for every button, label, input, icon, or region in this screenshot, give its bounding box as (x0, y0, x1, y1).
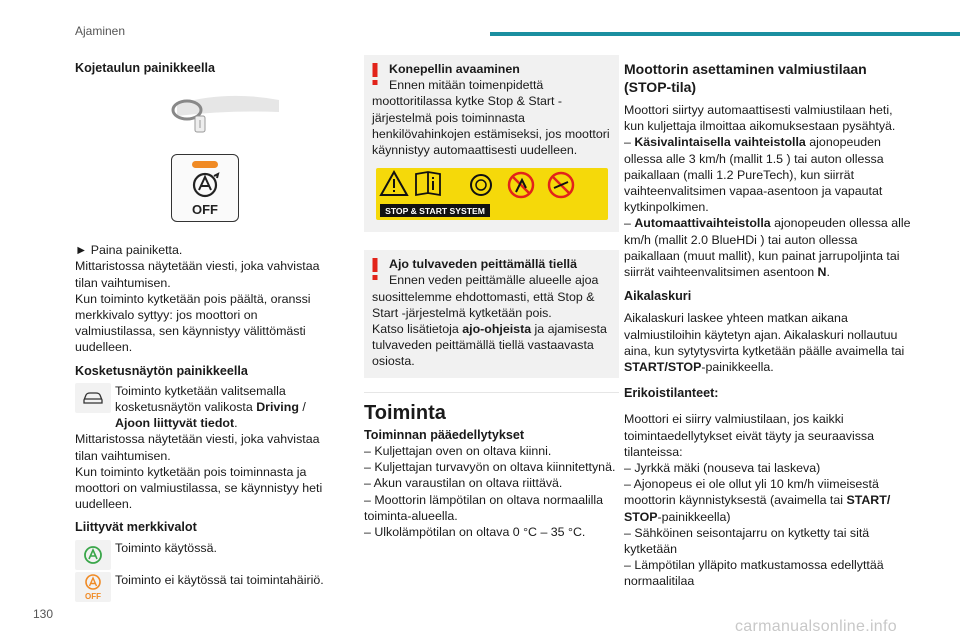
column-1 (75, 60, 337, 602)
conditions-list (364, 443, 619, 540)
column-3 (624, 60, 914, 590)
list-item: – Kuljettajan oven on oltava kiinni. (364, 444, 552, 459)
warning-exclamation-icon (370, 258, 380, 280)
warning-title: Konepellin avaaminen (389, 62, 520, 76)
warning-text: Ennen veden peittämälle alueelle ajoa suosittelemme ehdottomasti, että Stop & Start -järjestelmä kytketään pois. (372, 273, 599, 320)
warning-exclamation-icon (370, 63, 380, 85)
heading-conditions: Toiminnan pääedellytykset (364, 427, 525, 442)
watermark: carmanualsonline.info (735, 618, 897, 635)
off-glyph: OFF (192, 202, 218, 218)
heading-special-cases: Erikoistilanteet: (624, 386, 719, 401)
flood-warning (364, 250, 619, 377)
light-on-text: Toiminto käytössä. (115, 540, 217, 555)
off-light-glyph: OFF (85, 591, 101, 601)
automatic-gearbox-text: – Automaattivaihteistolla ajonopeuden ollessa alle km/h (mallit 2.0 BlueHDi ) tai auton ollessa paikallaan (muut mallit), kun painat jarrupoljinta tai siirrät vaihteenvalitsimen asentoon N. (624, 216, 911, 280)
header-accent-bar (490, 32, 960, 36)
list-item: – Kuljettajan turvavyön on oltava kiinnitettynä. (364, 460, 616, 475)
touch-note: Kun toiminto kytketään pois toiminnasta ja moottori on valmiustilassa, se käynnistyy heti uudelleen. (75, 464, 323, 512)
touch-row (75, 383, 337, 432)
light-on-row (75, 540, 337, 570)
warning-title: Ajo tulvaveden peittämällä tiellä (389, 257, 577, 272)
light-off-row (75, 572, 337, 602)
stop-start-off-button-illustration (171, 154, 239, 222)
stop-start-active-icon (75, 540, 111, 570)
driving-advice-link[interactable]: ajo-ohjeista (462, 322, 532, 337)
steering-wheel-illustration (167, 94, 287, 138)
bonnet-warning (364, 55, 619, 232)
heading-stop-mode: Moottorin asettaminen valmiustilaan (STOP-tila) (624, 61, 867, 95)
stop-start-label-text: STOP & START SYSTEM (384, 206, 485, 217)
list-item: – Lämpötilan ylläpito matkustamossa edellyttää normaalitilaa (624, 558, 884, 589)
manual-gearbox-text: – Käsivalintaisella vaihteistolla ajonopeuden ollessa alle 3 km/h (mallit 1.5 ) tai auton ollessa paikallaan (malli 1.2 PureTech), kun siirrät vaihteenvalitsimen vapaa-asentoon ja vapautat kytkinpolkimen. (624, 135, 884, 215)
stop-intro: Moottori siirtyy automaattisesti valmiustilaan heti, kun kuljettaja ilmoittaa aikomuksestaan pysähtyä. (624, 103, 896, 134)
warning-text-more: Katso lisätietoja ajo-ohjeista ja ajamisesta tulvaveden peittämällä tiellä vastaavasta osiosta. (372, 322, 607, 369)
warning-text: Ennen mitään toimenpidettä moottoritilassa kytke Stop & Start -järjestelmä pois toiminnasta henkilövahinkojen estämiseksi, jos moottori käynnistyy automaattisesti uudelleen. (372, 78, 610, 158)
heading-timer: Aikalaskuri (624, 289, 692, 304)
list-item: – Moottorin lämpötilan on oltava normaalilla toiminta-alueella. (364, 492, 603, 523)
section-header: Ajaminen (75, 24, 126, 38)
column-2 (364, 55, 619, 540)
list-item: – Akun varaustilan on oltava riittävä. (364, 476, 563, 491)
heading-touchscreen: Kosketusnäytön painikkeella (75, 363, 248, 378)
stop-start-off-icon (75, 572, 111, 602)
timer-text: Aikalaskuri laskee yhteen matkan aikana valmiustiloihin käytetyn ajan. Aikalaskuri nollautuu aina, kun sytytysvirta kytketään päälle avaimella tai START/STOP-painikkeella. (624, 311, 905, 375)
stop-start-warning-label (376, 168, 608, 220)
page-number: 130 (33, 607, 54, 621)
press-note: Kun toiminto kytketään pois päältä, oranssi merkkivalo syttyy: jos moottori on valmiustilassa, sen käynnistyy välittömästi uudelleen. (75, 291, 311, 355)
list-item: – Ajonopeus ei ole ollut yli 10 km/h viimeisestä moottorin käynnistyksestä (avaimella tai START/ STOP-painikkeella) (624, 477, 891, 524)
list-item: – Ulkolämpötilan on oltava 0 °C – 35 °C. (364, 525, 586, 540)
list-item: – Jyrkkä mäki (nouseva tai laskeva) (624, 461, 821, 476)
car-menu-icon (75, 383, 111, 413)
heading-warning-lights: Liittyvät merkkivalot (75, 520, 197, 535)
press-message: Mittaristossa näytetään viesti, joka vahvistaa tilan vaihtumisen. (75, 259, 320, 290)
heading-dashboard: Kojetaulun painikkeella (75, 61, 215, 75)
touch-message: Mittaristossa näytetään viesti, joka vahvistaa tilan vaihtumisen. (75, 432, 320, 463)
heading-operation: Toiminta (364, 392, 619, 421)
press-instruction: ► Paina painiketta. (75, 243, 183, 258)
touch-text: Toiminto kytketään valitsemalla kosketusnäytön valikosta Driving / Ajoon liittyvät tiedot. (115, 383, 306, 431)
list-item: – Sähköinen seisontajarru on kytketty tai sitä kytketään (624, 525, 870, 557)
light-off-text: Toiminto ei käytössä tai toimintahäiriö. (115, 572, 324, 587)
special-intro: Moottori ei siirry valmiustilaan, jos kaikki toimintaedellytykset eivät täyty ja seuraavissa tilanteissa: (624, 412, 874, 459)
